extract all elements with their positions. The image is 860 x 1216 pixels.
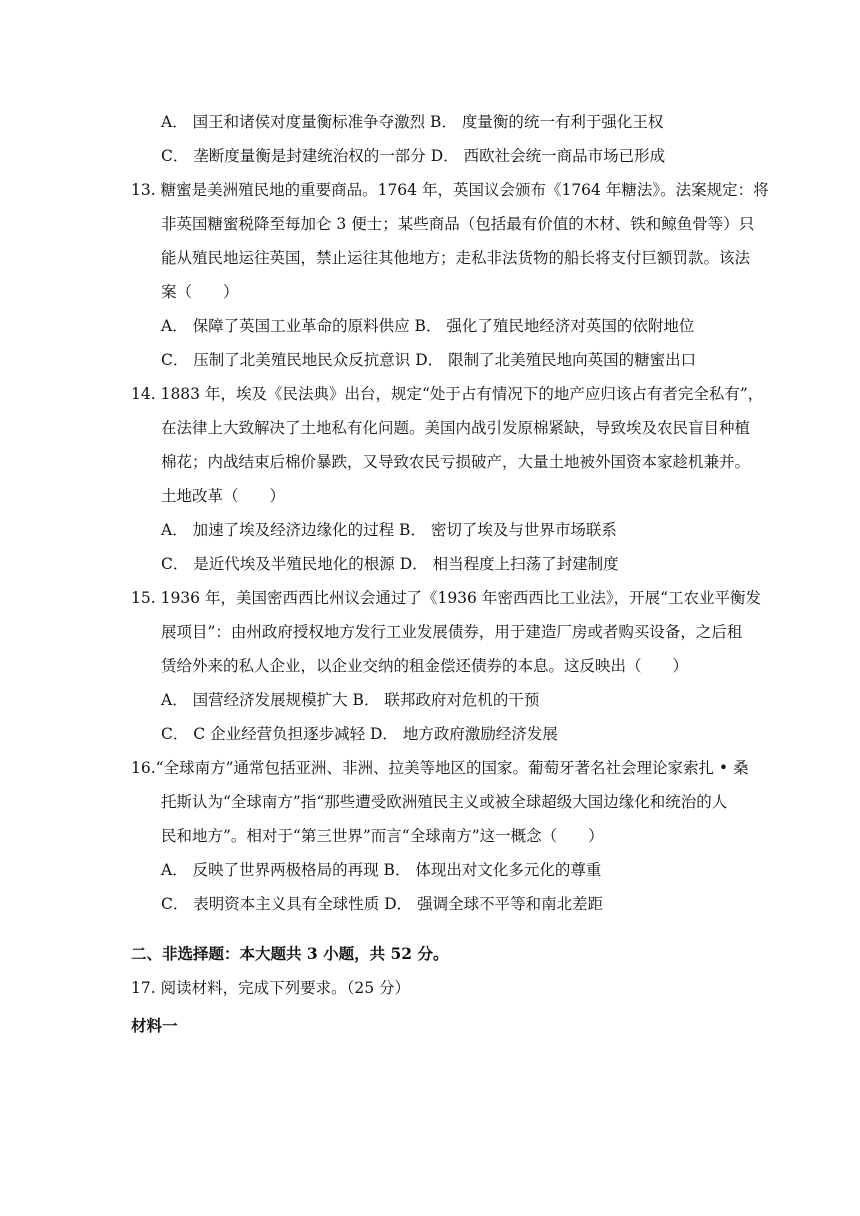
q12-options-ab: A． 国王和诸侯对度量衡标准争夺激烈 B． 度量衡的统一有利于强化王权 xyxy=(161,113,664,131)
q15-stem-line-1: 15. 1936 年，美国密西西比州议会通过了《1936 年密西西比工业法》，开展“工农业平衡发 xyxy=(131,589,762,607)
q14-stem-line-2: 在法律上大致解决了土地私有化问题。美国内战引发原棉紧缺，导致埃及农民盲目种植 xyxy=(161,419,751,437)
q13-stem-line-2: 非英国糖蜜税降至每加仑 3 便士；某些商品（包括最有价值的木材、铁和鲸鱼骨等）只 xyxy=(161,215,755,233)
q17-stem: 17. 阅读材料，完成下列要求。（25 分） xyxy=(131,979,410,997)
q14-stem-line-4: 土地改革（ ） xyxy=(161,487,286,505)
q13-options-cd: C． 压制了北美殖民地民众反抗意识 D． 限制了北美殖民地向英国的糖蜜出口 xyxy=(161,351,697,369)
q15-stem-line-3: 赁给外来的私人企业，以企业交纳的租金偿还债券的本息。这反映出（ ） xyxy=(161,657,689,675)
q15-stem-line-2: 展项目”：由州政府授权地方发行工业发展债券，用于建造厂房或者购买设备，之后租 xyxy=(161,623,743,641)
q16-options-ab: A． 反映了世界两极格局的再现 B． 体现出对文化多元化的尊重 xyxy=(161,861,602,879)
q14-options-cd: C． 是近代埃及半殖民地化的根源 D． 相当程度上扫荡了封建制度 xyxy=(161,555,619,573)
material-one-label: 材料一 xyxy=(131,1016,178,1035)
q13-stem-line-3: 能从殖民地运往英国，禁止运往其他地方；走私非法货物的船长将支付巨额罚款。该法 xyxy=(161,249,751,267)
q16-stem-line-3: 民和地方”。相对于“第三世界”而言“全球南方”这一概念（ ） xyxy=(161,827,604,845)
q15-options-ab: A． 国营经济发展规模扩大 B． 联邦政府对危机的干预 xyxy=(161,691,540,709)
q16-options-cd: C． 表明资本主义具有全球性质 D． 强调全球不平等和南北差距 xyxy=(161,895,604,913)
q14-options-ab: A． 加速了埃及经济边缘化的过程 B． 密切了埃及与世界市场联系 xyxy=(161,521,617,539)
q13-options-ab: A． 保障了英国工业革命的原料供应 B． 强化了殖民地经济对英国的依附地位 xyxy=(161,317,695,335)
section-heading-non-choice: 二、非选择题：本大题共 3 小题，共 52 分。 xyxy=(131,944,449,963)
q14-stem-line-1: 14. 1883 年，埃及《民法典》出台，规定“处于占有情况下的地产应归该占有者完全私有”， xyxy=(131,385,764,403)
q13-stem-line-1: 13. 糖蜜是美洲殖民地的重要商品。1764 年，英国议会颁布《1764 年糖法》。法案规定：将 xyxy=(131,181,769,199)
q13-stem-line-4: 案（ ） xyxy=(161,283,239,301)
q15-options-cd: C． C 企业经营负担逐步减轻 D． 地方政府激励经济发展 xyxy=(161,725,558,743)
q16-stem-line-1: 16.“全球南方”通常包括亚洲、非洲、拉美等地区的国家。葡萄牙著名社会理论家索扎 • 桑 xyxy=(131,759,749,777)
q14-stem-line-3: 棉花；内战结束后棉价暴跌，又导致农民亏损破产，大量土地被外国资本家趁机兼并。 xyxy=(161,453,751,471)
q16-stem-line-2: 托斯认为“全球南方”指“那些遭受欧洲殖民主义或被全球超级大国边缘化和统治的人 xyxy=(161,793,728,811)
q12-options-cd: C． 垄断度量衡是封建统治权的一部分 D． 西欧社会统一商品市场已形成 xyxy=(161,147,666,165)
